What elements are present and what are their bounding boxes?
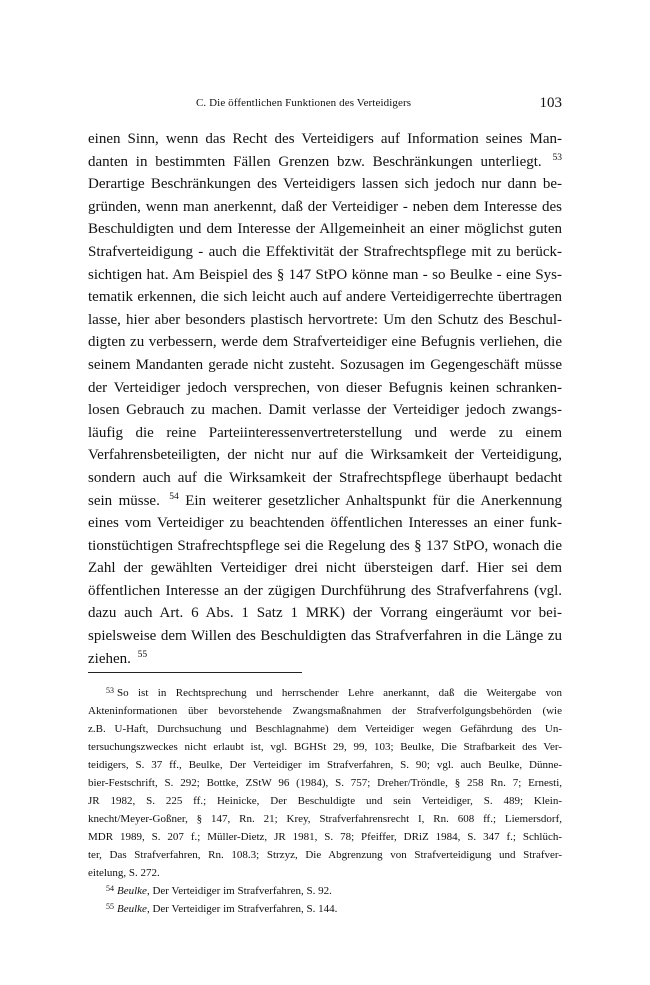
footnote-line: knecht/Meyer-Goßner, § 147, Rn. 21; Krey, Strafverfahrensrecht I, Rn. 608 ff.; Liemersdorf, bbox=[88, 813, 562, 825]
body-line: dazu auch Art. 6 Abs. 1 Satz 1 MRK) der Vorrang eingeräumt vor bei- bbox=[88, 605, 562, 622]
body-line: Derartige Beschränkungen des Verteidigers lassen sich jedoch nur dann be- bbox=[88, 176, 562, 193]
footnote-separator bbox=[88, 672, 302, 673]
running-header bbox=[88, 95, 562, 115]
page-number: 103 bbox=[539, 95, 562, 111]
footnote-text: , Der Verteidiger im Strafverfahren, S. 92. bbox=[146, 885, 332, 897]
footnote-line: eitelung, S. 272. bbox=[88, 867, 160, 879]
footnote-line bbox=[88, 900, 562, 918]
footnote-line: Akteninformationen über bevorstehende Zwangsmaßnahmen der Strafverfolgungsbehörden (wie bbox=[88, 705, 562, 717]
footnote-line: bier-Festschrift, S. 292; Bottke, ZStW 96 (1984), S. 757; Dreher/Tröndle, § 258 Rn. 7; Ernesti, bbox=[88, 777, 562, 789]
footnote-53 bbox=[88, 684, 562, 882]
footnote-54 bbox=[88, 882, 562, 900]
body-line: einen Sinn, wenn das Recht des Verteidigers auf Information seines Man- bbox=[88, 131, 562, 147]
body-line: der Verteidiger jedoch versprechen, von dieser Befugnis keinen schranken- bbox=[88, 379, 562, 396]
footnote-ref-55[interactable]: 55 bbox=[137, 649, 148, 660]
footnote-line bbox=[88, 882, 562, 900]
footnote-line: teidigers, S. 37 ff., Beulke, Der Verteidiger im Strafverfahren, S. 90; vgl. auch Beulke, Dünne- bbox=[88, 759, 562, 771]
body-line: öffentlichen Interesse an der zügigen Durchführung des Strafverfahrens (vgl. bbox=[88, 582, 562, 599]
footnote-55 bbox=[88, 900, 562, 918]
footnote-mark: 55 bbox=[106, 902, 114, 911]
footnote-line: ter, Das Strafverfahren, Rn. 108.3; Strzyz, Die Abgrenzung von Strafverteidigung und Strafver- bbox=[88, 849, 562, 861]
body-line: läufig die reine Parteiinteressenvertreterstellung und werde zu einem bbox=[88, 424, 562, 441]
body-line: Beschuldigten und dem Interesse der Allgemeinheit an einer möglichst guten bbox=[88, 221, 562, 238]
footnotes bbox=[88, 684, 562, 918]
footnote-ref-53[interactable]: 53 bbox=[552, 152, 562, 163]
footnote-line: z.B. U-Haft, Durchsuchung und Beschlagnahme) dem Verteidiger wegen Gefährdung des Un- bbox=[88, 723, 562, 735]
footnote-mark: 53 bbox=[106, 686, 114, 695]
footnote-author: Beulke bbox=[117, 903, 147, 915]
body-line: losen Gebrauch zu machen. Damit verlasse der Verteidiger jedoch zwangs- bbox=[88, 402, 562, 419]
body-line: Zahl der gewählten Verteidiger drei nicht übersteigen darf. Hier sei dem bbox=[88, 560, 562, 577]
body-line: spielsweise dem Willen des Beschuldigten das Strafverfahren in die Länge zu bbox=[88, 628, 562, 645]
body-line bbox=[88, 490, 562, 513]
footnote-mark: 54 bbox=[106, 884, 114, 893]
body-line-text: ziehen. bbox=[88, 650, 131, 667]
body-line: seinem Mandanten gerade nicht zusteht. Sozusagen im Gegengeschäft müsse bbox=[88, 356, 562, 373]
body-line: Strafverteidigung - auch die Effektivität der Strafrechtspflege mit zu berück- bbox=[88, 243, 562, 260]
footnote-text: So ist in Rechtsprechung und herrschender Lehre anerkannt, daß die Weitergabe von bbox=[117, 687, 562, 699]
body-line-text: Ein weiterer gesetzlicher Anhaltspunkt für die Anerkennung bbox=[185, 492, 563, 509]
body-line: tematik erkennen, die sich leicht auch auf andere Verteidigerrechte übertragen bbox=[88, 289, 562, 306]
footnote-line: JR 1982, S. 225 ff.; Heinicke, Der Beschuldigte und sein Verteidiger, S. 489; Klein- bbox=[88, 795, 562, 807]
body-line: gründen, wenn man anerkennt, daß der Verteidiger - neben dem Interesse des bbox=[88, 198, 562, 215]
footnote-line bbox=[88, 684, 562, 702]
footnote-ref-54[interactable]: 54 bbox=[169, 491, 179, 502]
body-line: sichtigen hat. Am Beispiel des § 147 StPO könne man - so Beulke - eine Sys- bbox=[88, 266, 562, 283]
body-line: eines vom Verteidiger zu beachtenden öffentlichen Interesses an einer funk- bbox=[88, 515, 562, 532]
body-line: Verfahrensbeteiligten, der nicht nur auf die Wirksamkeit der Verteidigung, bbox=[88, 447, 562, 464]
body-line: tionstüchtigen Strafrechtspflege sei die Regelung des § 137 StPO, wonach die bbox=[88, 537, 562, 554]
main-body-text bbox=[88, 128, 562, 670]
body-line: lasse, hier aber besonders plastisch hervortrete: Um den Schutz des Beschul- bbox=[88, 311, 562, 328]
body-line-text: sein müsse. bbox=[88, 492, 160, 509]
running-header-title: C. Die öffentlichen Funktionen des Verteidigers bbox=[196, 97, 412, 109]
footnote-line: MDR 1989, S. 207 f.; Müller-Dietz, JR 1981, S. 78; Pfeiffer, DRiZ 1984, S. 347 f.; Schlüch- bbox=[88, 831, 562, 843]
body-line-text: danten in bestimmten Fällen Grenzen bzw. Beschränkungen unterliegt. bbox=[88, 153, 542, 170]
body-line bbox=[88, 151, 562, 174]
footnote-line: tersuchungszweckes nicht erlaubt ist, vgl. BGHSt 29, 99, 103; Beulke, Die Strafbarkeit des Ver- bbox=[88, 741, 562, 753]
body-line: sondern auch auf die Wirksamkeit der Strafrechtspflege überhaupt bedacht bbox=[88, 469, 562, 486]
body-line bbox=[88, 648, 562, 671]
footnote-author: Beulke bbox=[117, 885, 147, 897]
footnote-text: , Der Verteidiger im Strafverfahren, S. 144. bbox=[146, 903, 338, 915]
body-line: digten zu verbessern, werde dem Strafverteidiger eine Befugnis verliehen, die bbox=[88, 334, 562, 351]
